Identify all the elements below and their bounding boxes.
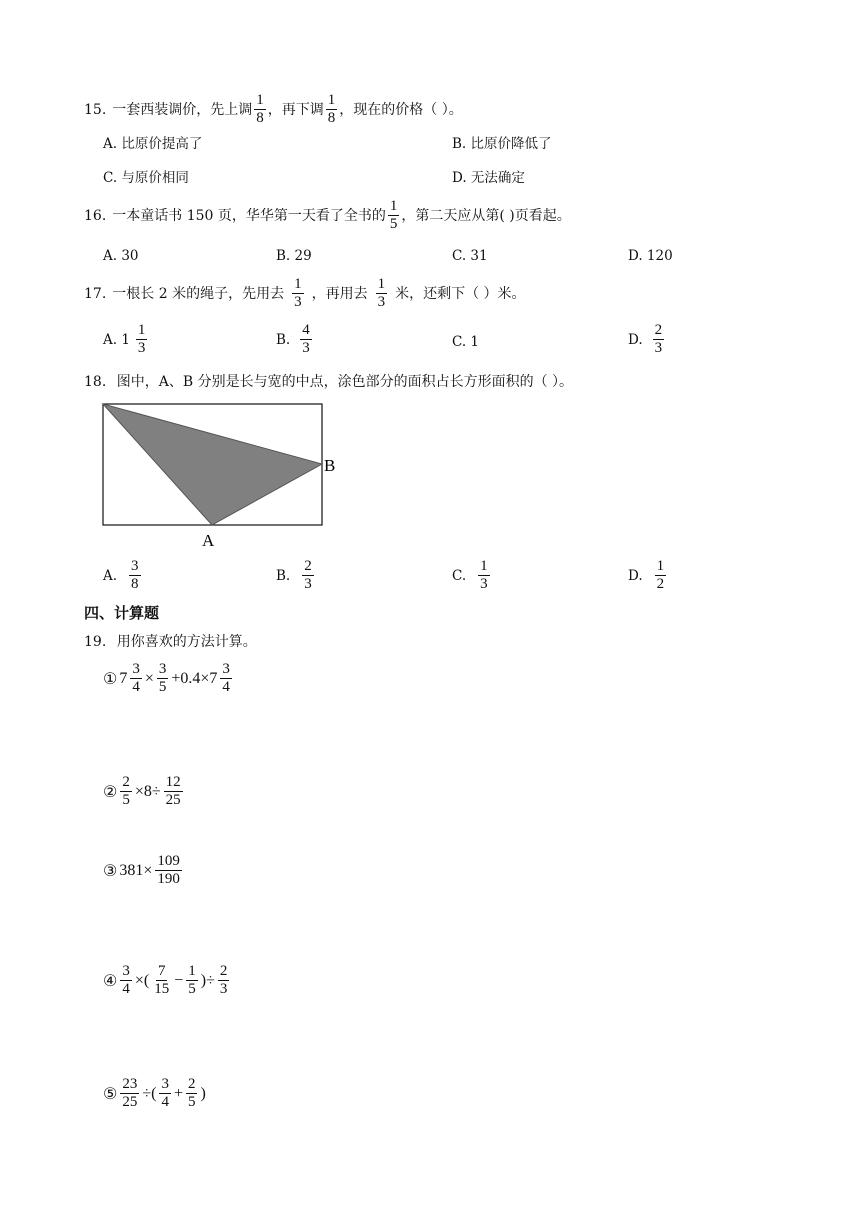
question-17 [84, 276, 526, 311]
question-text: ，再用去 [311, 285, 368, 302]
option-b[interactable]: B. $\frac{2}{3}$ [276, 558, 312, 592]
question-number: 18. [84, 374, 107, 390]
option-a[interactable]: A. 30 [103, 248, 139, 264]
expression-3: ③ 381× $\frac{109}{190}$ [103, 853, 180, 887]
option-d[interactable]: D. $\frac{2}{3}$ [628, 322, 663, 356]
option-b[interactable]: B. $\frac{4}{3}$ [276, 322, 310, 356]
question-text: ，现在的价格（ ）。 [339, 101, 463, 118]
question-text: 一套西装调价，先上调 [112, 101, 253, 118]
expression-4: ④ $\frac{3}{4}$ ×( $\frac{7}{15}$ − $\frac{1}{5}$ )÷ $\frac{2}{3}$ [103, 963, 228, 997]
section-heading: 四、计算题 [84, 604, 160, 622]
option-c[interactable]: C. $\frac{1}{3}$ [452, 558, 488, 592]
question-15 [84, 92, 463, 127]
fraction: $\frac{1}{8}$ [256, 92, 264, 126]
label-a: A [202, 531, 215, 550]
expression-2: ② $\frac{2}{5}$ ×8÷ $\frac{12}{25}$ [103, 774, 181, 808]
shaded-triangle [103, 404, 322, 525]
question-text: ，第二天应从第( )页看起。 [401, 207, 571, 224]
question-number: 19. [84, 634, 107, 650]
question-text: 一根长 2 米的绳子，先用去 [112, 285, 285, 302]
question-text: ，再下调 [267, 101, 324, 118]
fraction: $\frac{1}{3}$ [294, 276, 302, 310]
fraction: $\frac{1}{5}$ [389, 198, 398, 232]
option-a[interactable]: A. 1 $\frac{1}{3}$ [103, 322, 146, 356]
expression-5: ⑤ $\frac{23}{25}$ ÷( $\frac{3}{4}$ + $\frac{2}{5}$ ) [103, 1076, 206, 1110]
question-18 [84, 372, 573, 392]
option-c[interactable]: C. 与原价相同 [103, 170, 189, 186]
option-a[interactable]: A. 比原价提高了 [103, 136, 203, 152]
question-text: 用你喜欢的方法计算。 [116, 634, 257, 650]
option-c[interactable]: C. 31 [452, 248, 488, 264]
question-16 [84, 198, 571, 233]
question-number: 17. [84, 285, 107, 302]
question-text: 图中，A、B 分别是长与宽的中点，涂色部分的面积占长方形面积的（ ）。 [116, 374, 574, 390]
option-c[interactable]: C. 1 [452, 334, 480, 350]
label-b: B [324, 456, 336, 475]
question-19 [84, 632, 257, 652]
question-number: 15. [84, 101, 107, 118]
expression-1: ① 7 $\frac{3}{4}$ × $\frac{3}{5}$ +0.4×7 $\frac{3}{4}$ [103, 661, 230, 695]
option-a[interactable]: A. $\frac{3}{8}$ [103, 558, 139, 592]
option-d[interactable]: D. $\frac{1}{2}$ [628, 558, 665, 592]
fraction: $\frac{1}{3}$ [377, 276, 386, 310]
question-text: 一本童话书 150 页，华华第一天看了全书的 [112, 207, 386, 224]
option-b[interactable]: B. 29 [276, 248, 312, 264]
question-number: 16. [84, 207, 107, 224]
rectangle-figure [98, 400, 348, 555]
option-d[interactable]: D. 120 [628, 248, 673, 264]
option-d[interactable]: D. 无法确定 [452, 170, 525, 186]
question-text: 米，还剩下（ ）米。 [395, 285, 526, 302]
option-b[interactable]: B. 比原价降低了 [452, 136, 552, 152]
fraction: $\frac{1}{8}$ [327, 92, 336, 126]
